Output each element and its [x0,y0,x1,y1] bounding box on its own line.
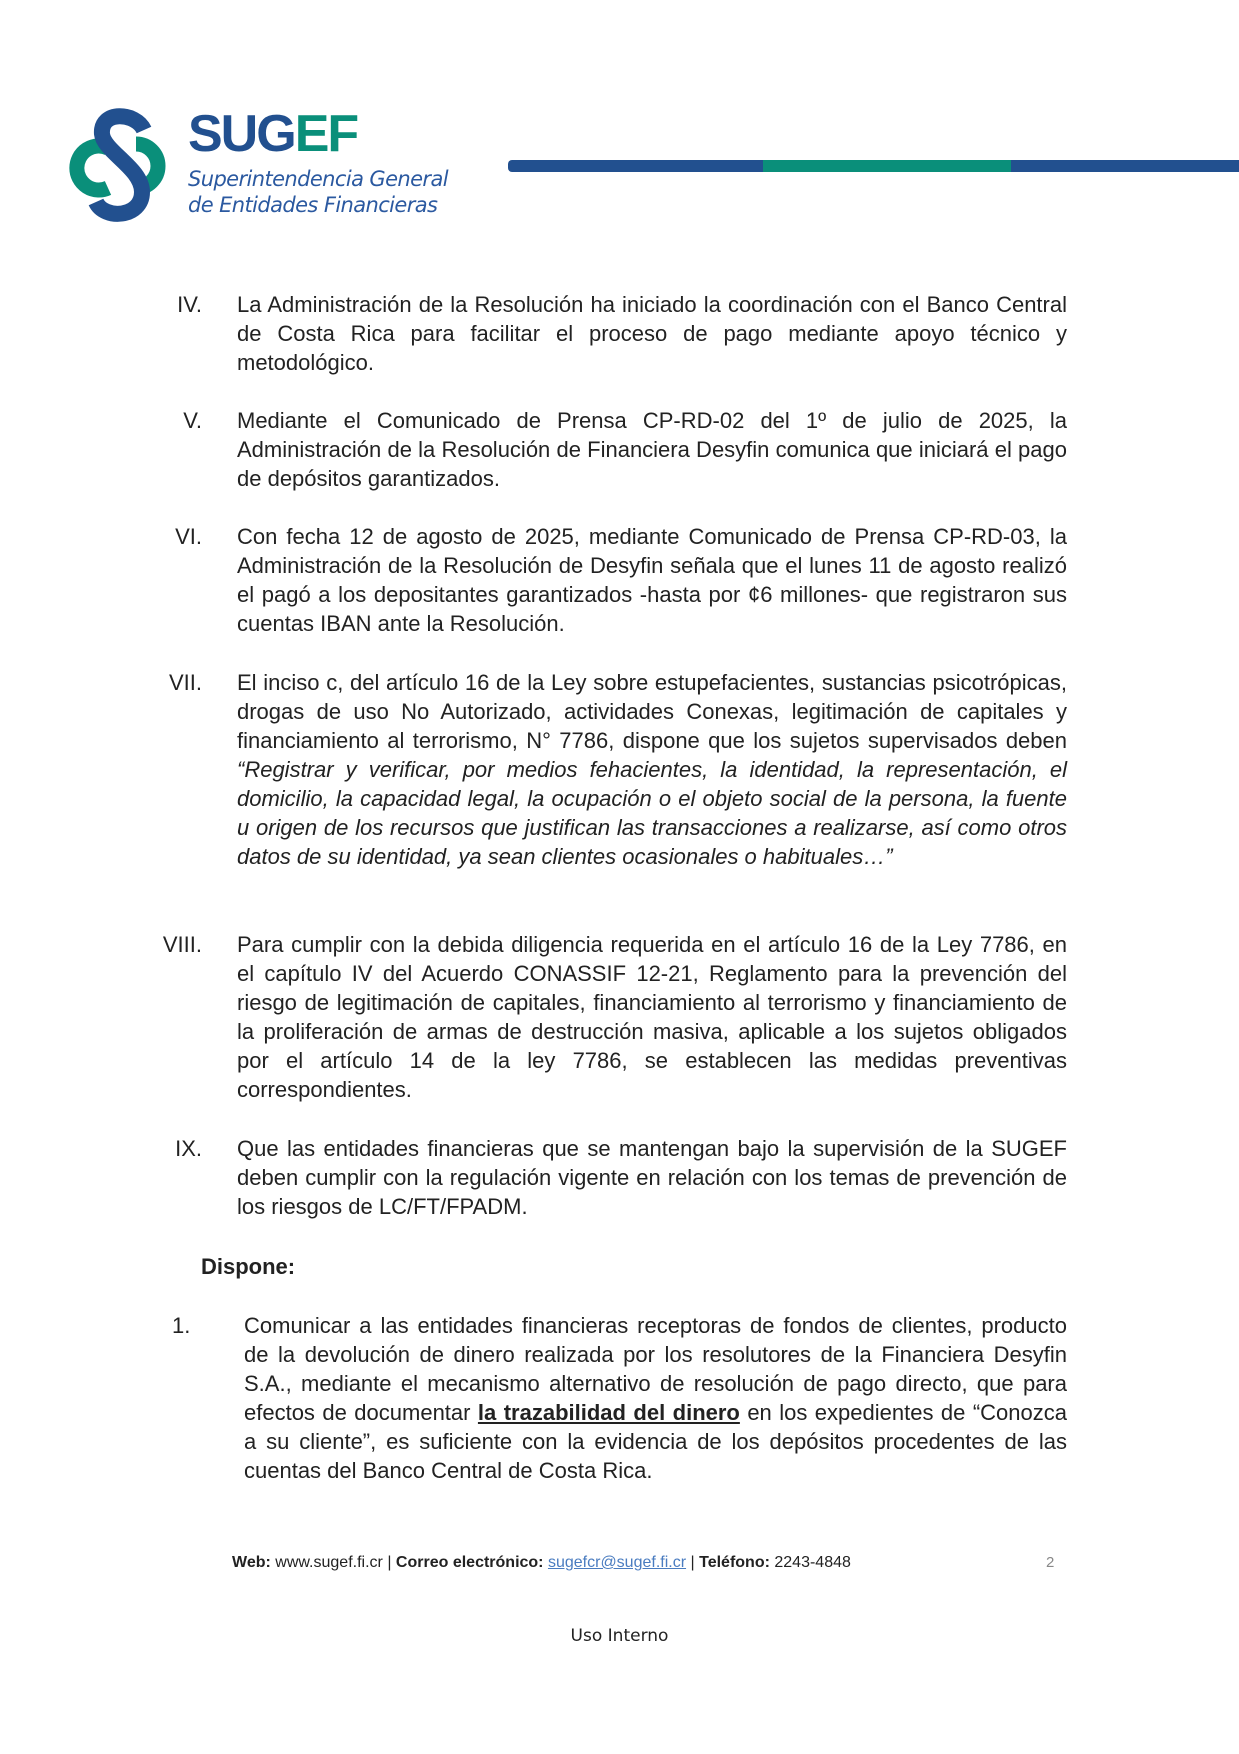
item-text: Para cumplir con la debida diligencia requerida en el artículo 16 de la Ley 7786, en el capítulo IV del Acuerdo CONASSIF 12-21, Reglamento para la prevención del riesgo de legitimación de capitales, financiamiento al terrorismo y financiamiento de la proliferación de armas de destrucción masiva, aplicable a los sujetos obligados por el artículo 14 de la ley 7786, se establecen las medidas preventivas correspondientes. [237,932,1067,1102]
sugef-knot-icon [64,108,180,224]
bar-segment-blue [1011,160,1239,172]
dispone-heading: Dispone: [201,1254,296,1279]
item-text: Con fecha 12 de agosto de 2025, mediante Comunicado de Prensa CP-RD-03, la Administración de la Resolución de Desyfin señala que el lunes 11 de agosto realizó el pagó a los depositantes garantizados -hasta por ¢6 millones- que registraron sus cuentas IBAN ante la Resolución. [237,524,1067,636]
header-decorative-bar [508,160,1239,172]
item-text-after: en los expedientes de “Conozca a su cliente”, es suficiente con la evidencia de los depósitos procedentes de las cuentas del Banco Central de Costa Rica. [244,1400,1067,1483]
logo-wordmark [188,105,448,218]
bar-segment-blue [508,160,763,172]
item-number: 1. [172,1313,191,1338]
footer-separator: | [690,1554,695,1571]
item-number: IV. [177,292,202,317]
item-number: IX. [175,1136,202,1161]
item-text-before: Comunicar a las entidades financieras receptoras de fondos de clientes, producto de la devolución de dinero realizada por los resolutores de la Financiera Desyfin S.A., mediante el mecanismo alternativo de resolución de pago directo, que para efectos de documentar [244,1313,1067,1425]
phone-value: 2243-4848 [774,1554,851,1571]
law-quote: “Registrar y verificar, por medios fehacientes, la identidad, la representación, el domicilio, la capacidad legal, la ocupación o el objeto social de la persona, la fuente u origen de los recursos que justifican las transacciones a realizarse, así como otros datos de su identidad, ya sean clientes ocasionales o habituales…” [237,757,1067,869]
item-text [237,668,1067,871]
item-text: La Administración de la Resolución ha iniciado la coordinación con el Banco Central de Costa Rica para facilitar el proceso de pago mediante apoyo técnico y metodológico. [237,292,1067,375]
phone-label: Teléfono: [699,1554,770,1571]
page-number: 2 [1046,1554,1055,1571]
page-footer [232,1553,851,1573]
item-text [244,1311,1067,1485]
footer-separator: | [387,1554,392,1571]
classification-label: Uso Interno [570,1626,669,1646]
item-number: VI. [175,524,202,549]
logo-subtitle-line2: de Entidades Financieras [188,193,438,217]
item-number: V. [183,408,202,433]
logo-title [188,105,448,163]
sugef-logo [64,105,464,228]
logo-subtitle-line1: Superintendencia General [188,167,448,191]
bar-segment-teal [763,160,1011,172]
email-link[interactable]: sugefcr@sugef.fi.cr [547,1554,687,1571]
item-number: VII. [168,670,202,695]
logo-title-ef: EF [294,105,358,163]
item-text: Que las entidades financieras que se mantengan bajo la supervisión de la SUGEF deben cumplir con la regulación vigente en relación con los temas de prevención de los riesgos de LC/FT/FPADM. [237,1136,1067,1219]
item-text-plain: El inciso c, del artículo 16 de la Ley sobre estupefacientes, sustancias psicotrópicas, drogas de uso No Autorizado, actividades Conexas, legitimación de capitales y financiamiento al terrorismo, N° 7786, dispone que los sujetos supervisados deben [237,670,1067,753]
item-text: Mediante el Comunicado de Prensa CP-RD-02 del 1º de julio de 2025, la Administración de la Resolución de Financiera Desyfin comunica que iniciará el pago de depósitos garantizados. [237,408,1067,491]
email-label: Correo electrónico: [395,1554,544,1571]
item-number: VIII. [162,932,202,957]
web-label: Web: [232,1554,271,1571]
web-value: www.sugef.fi.cr [275,1554,383,1571]
emphasis-traceability: la trazabilidad del dinero [477,1400,740,1425]
logo-title-sug: SUG [188,105,295,163]
page-header [0,0,1239,240]
